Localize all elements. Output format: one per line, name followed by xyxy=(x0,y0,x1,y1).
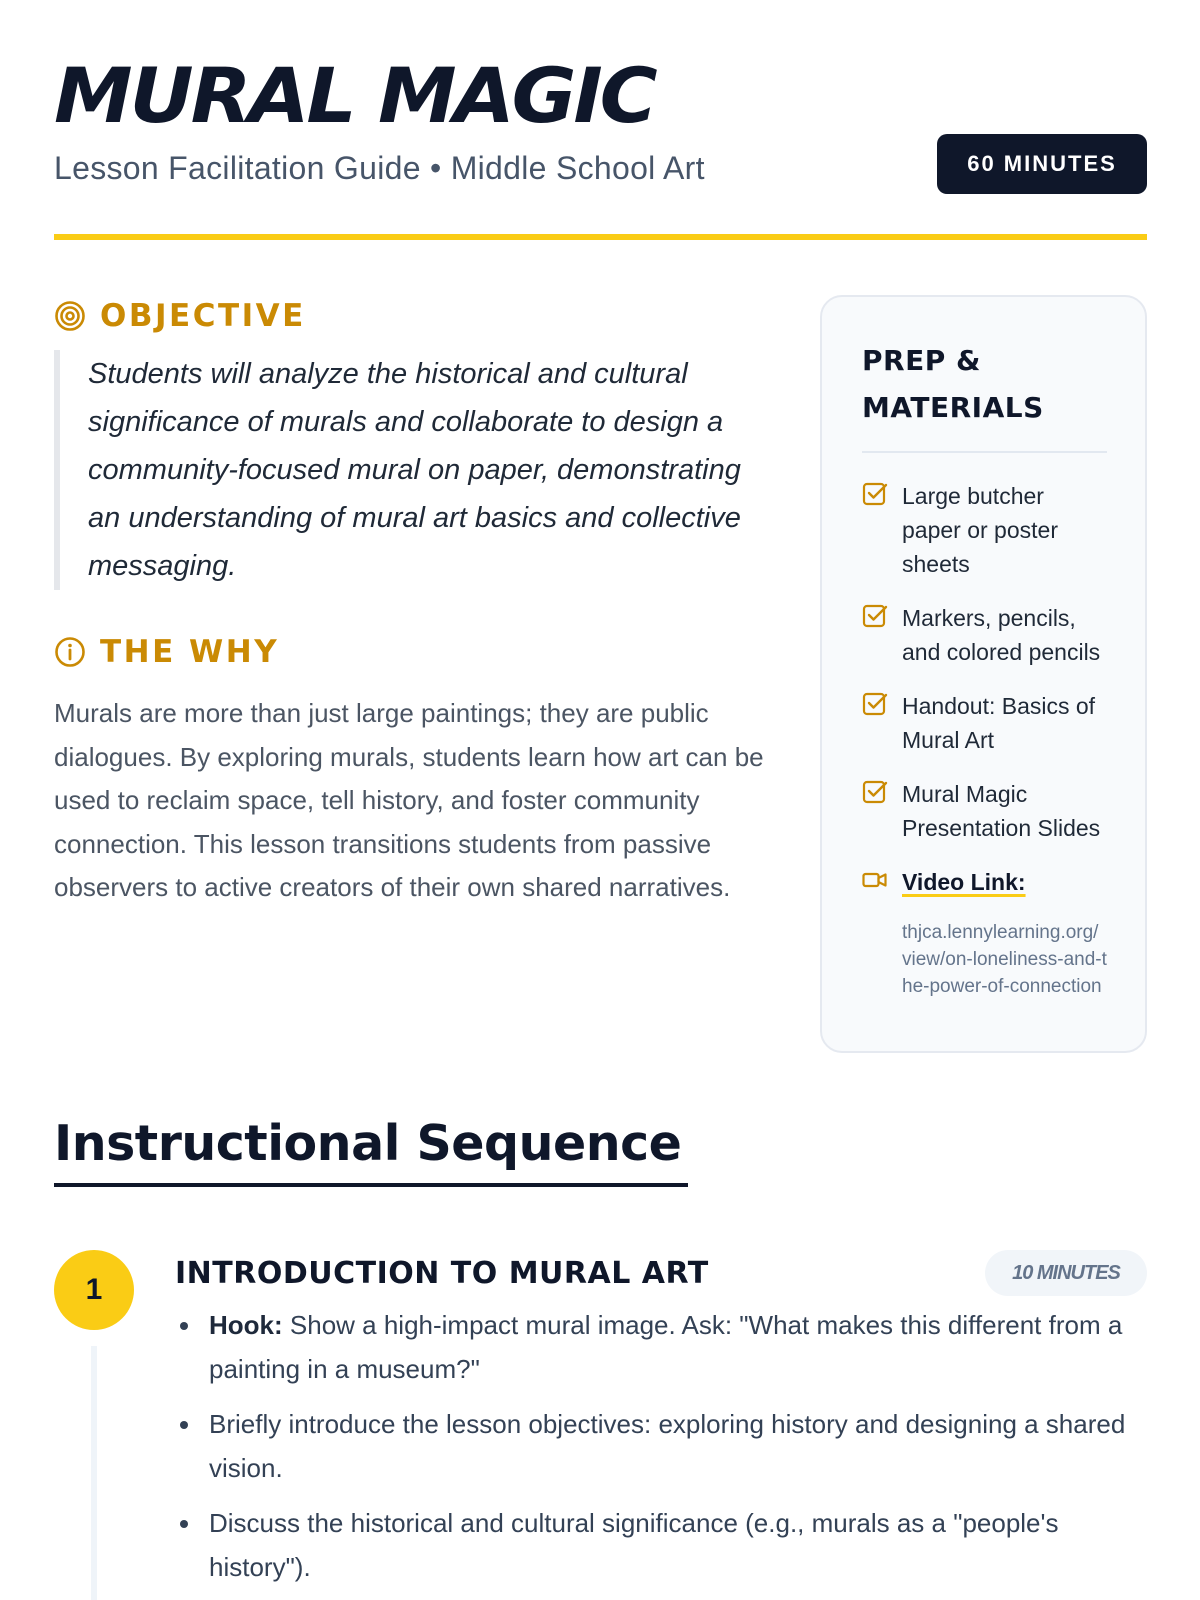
why-title: THE WHY xyxy=(100,634,280,670)
target-icon xyxy=(54,300,86,332)
timeline-connector xyxy=(91,1346,97,1600)
header xyxy=(54,52,1147,240)
video-link-label[interactable]: Video Link: xyxy=(902,869,1026,895)
page-subtitle: Lesson Facilitation Guide • Middle School Art xyxy=(54,150,705,186)
material-label: Handout: Basics of Mural Art xyxy=(902,693,1096,753)
material-item xyxy=(862,479,1105,581)
list-item xyxy=(175,1502,1147,1589)
video-link-row[interactable] xyxy=(862,865,1105,899)
objective-heading xyxy=(54,296,764,336)
info-icon xyxy=(54,636,86,668)
step-title: INTRODUCTION TO MURAL ART xyxy=(175,1256,709,1291)
material-item xyxy=(862,777,1105,845)
bullet-text: Show a high-impact mural image. Ask: "What makes this different from a painting in a museum?" xyxy=(209,1310,1123,1384)
why-heading xyxy=(54,632,764,672)
bullet-bold-label: Hook: xyxy=(209,1310,283,1340)
duration-badge: 60 MINUTES xyxy=(937,134,1147,194)
checkbox-icon xyxy=(862,779,888,805)
sequence-title: Instructional Sequence xyxy=(54,1115,682,1172)
prep-divider xyxy=(862,451,1107,453)
video-url[interactable]: thjca.lennylearning.org/view/on-loneliness-and-the-power-of-connection xyxy=(902,922,1107,997)
material-item xyxy=(862,601,1105,669)
materials-list xyxy=(862,479,1105,845)
material-label: Mural Magic Presentation Slides xyxy=(902,781,1101,841)
material-label: Markers, pencils, and colored pencils xyxy=(902,605,1101,665)
list-item xyxy=(175,1304,1147,1391)
objective-title: OBJECTIVE xyxy=(100,298,306,334)
overview-column xyxy=(54,296,764,910)
prep-title: PREP & MATERIALS xyxy=(862,344,1044,424)
bullet-text: Discuss the historical and cultural significance (e.g., murals as a "people's history"). xyxy=(209,1508,1059,1582)
bullet-text: Briefly introduce the lesson objectives: exploring history and designing a shared vision. xyxy=(209,1409,1126,1483)
sequence-heading xyxy=(54,1115,688,1187)
sequence-underline xyxy=(54,1183,688,1187)
objective-text: Students will analyze the historical and cultural significance of murals and collaborate to design a community-focused mural on paper, demonstrating an understanding of mural art basics and collective messaging. xyxy=(54,350,769,590)
header-divider xyxy=(54,234,1147,240)
checkbox-icon xyxy=(862,481,888,507)
step-bullet-list xyxy=(175,1304,1147,1600)
step-duration-pill: 10 MINUTES xyxy=(985,1250,1147,1296)
step-number-badge: 1 xyxy=(54,1250,134,1330)
page-title: MURAL MAGIC xyxy=(54,51,655,140)
checkbox-icon xyxy=(862,691,888,717)
why-text: Murals are more than just large paintings; they are public dialogues. By exploring murals, students learn how art can be used to reclaim space, tell history, and foster community connection. This lesson transitions students from passive observers to active creators of their own shared narratives. xyxy=(54,698,764,902)
list-item xyxy=(175,1403,1147,1490)
material-item xyxy=(862,689,1105,757)
prep-materials-card xyxy=(820,295,1147,1053)
checkbox-icon xyxy=(862,603,888,629)
material-label: Large butcher paper or poster sheets xyxy=(902,483,1058,577)
video-camera-icon xyxy=(862,867,888,893)
